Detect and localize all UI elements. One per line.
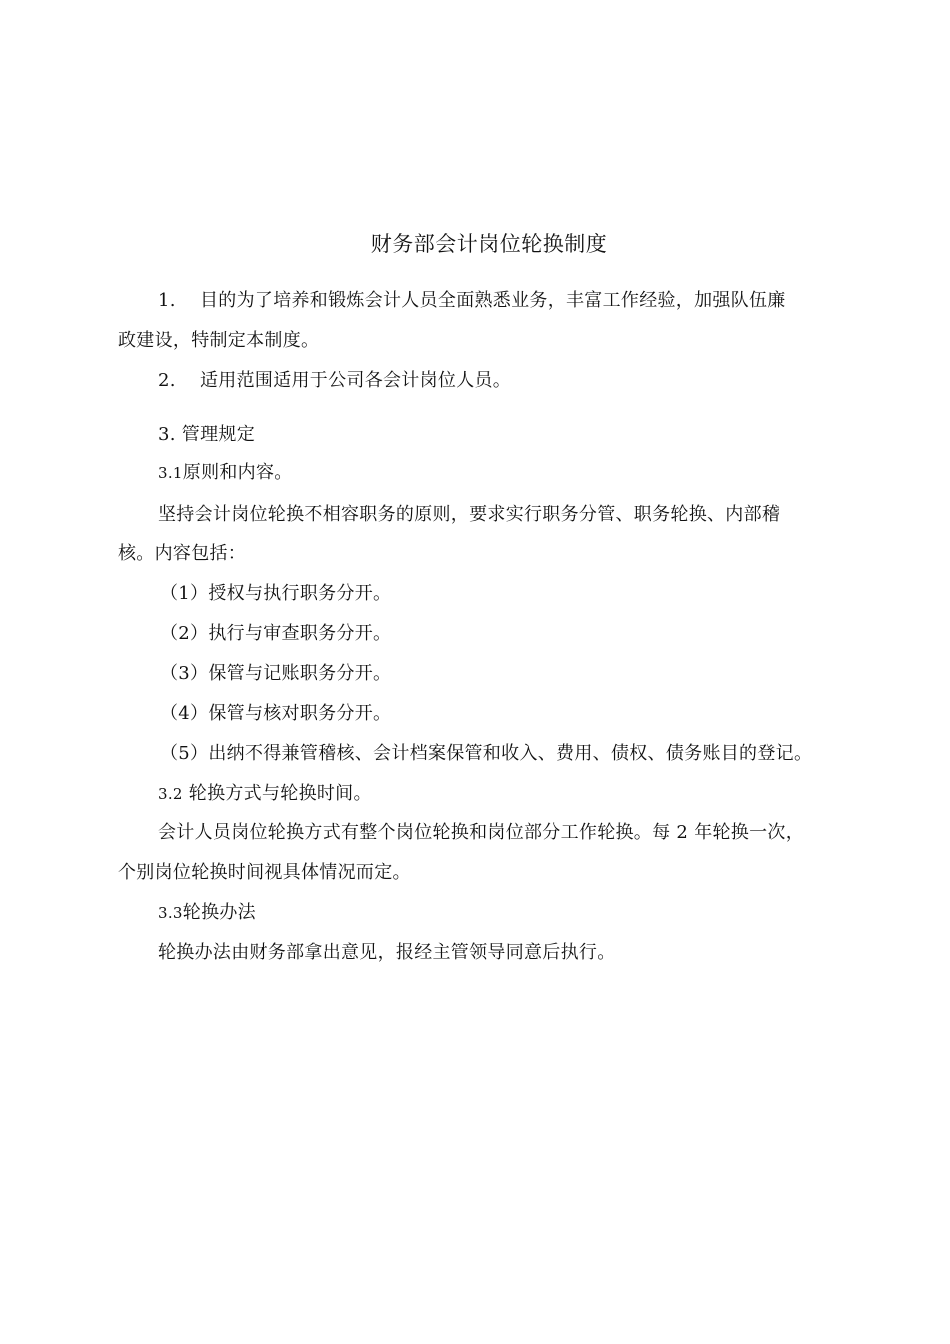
section-3-1-title: 原则和内容。 [182, 462, 293, 483]
section-3-1-heading [158, 460, 293, 486]
section-2-text: 适用范围适用于公司各会计岗位人员。 [200, 370, 512, 391]
section-3-2-title: 轮换方式与轮换时间。 [182, 783, 372, 804]
section-2-number: 2. [158, 370, 176, 391]
section-3-2-heading [158, 781, 372, 807]
section-3-1-para-line-2: 核。内容包括： [118, 543, 247, 564]
section-3-heading: 3. 管理规定 [158, 424, 255, 445]
section-1-text: 目的为了培养和锻炼会计人员全面熟悉业务，丰富工作经验，加强队伍廉 [200, 290, 786, 311]
list-item: （3）保管与记账职务分开。 [160, 663, 392, 684]
section-3-2-number: 3.2 [158, 785, 183, 803]
document-title: 财务部会计岗位轮换制度 [370, 232, 608, 256]
section-3-3-heading [158, 900, 256, 926]
section-3-3-title: 轮换办法 [182, 902, 256, 923]
list-item: （4）保管与核对职务分开。 [160, 703, 392, 724]
list-item: （2）执行与审查职务分开。 [160, 623, 392, 644]
section-3-2-para-line-1: 会计人员岗位轮换方式有整个岗位轮换和岗位部分工作轮换。每 2 年轮换一次， [158, 822, 804, 843]
section-3-1-number: 3.1 [158, 464, 183, 482]
section-1-line-1 [158, 288, 786, 314]
section-3-3-para: 轮换办法由财务部拿出意见，报经主管领导同意后执行。 [158, 942, 616, 963]
section-3-3-number: 3.3 [158, 904, 183, 922]
section-1-line-2: 政建设，特制定本制度。 [118, 330, 320, 351]
section-3-1-para-line-1: 坚持会计岗位轮换不相容职务的原则，要求实行职务分管、职务轮换、内部稽 [158, 504, 781, 525]
section-3-2-para-line-2: 个别岗位轮换时间视具体情况而定。 [118, 862, 411, 883]
section-1-number: 1. [158, 290, 176, 311]
list-item: （5）出纳不得兼管稽核、会计档案保管和收入、费用、债权、债务账目的登记。 [160, 743, 813, 764]
section-2-line [158, 368, 511, 394]
list-item: （1）授权与执行职务分开。 [160, 583, 392, 604]
